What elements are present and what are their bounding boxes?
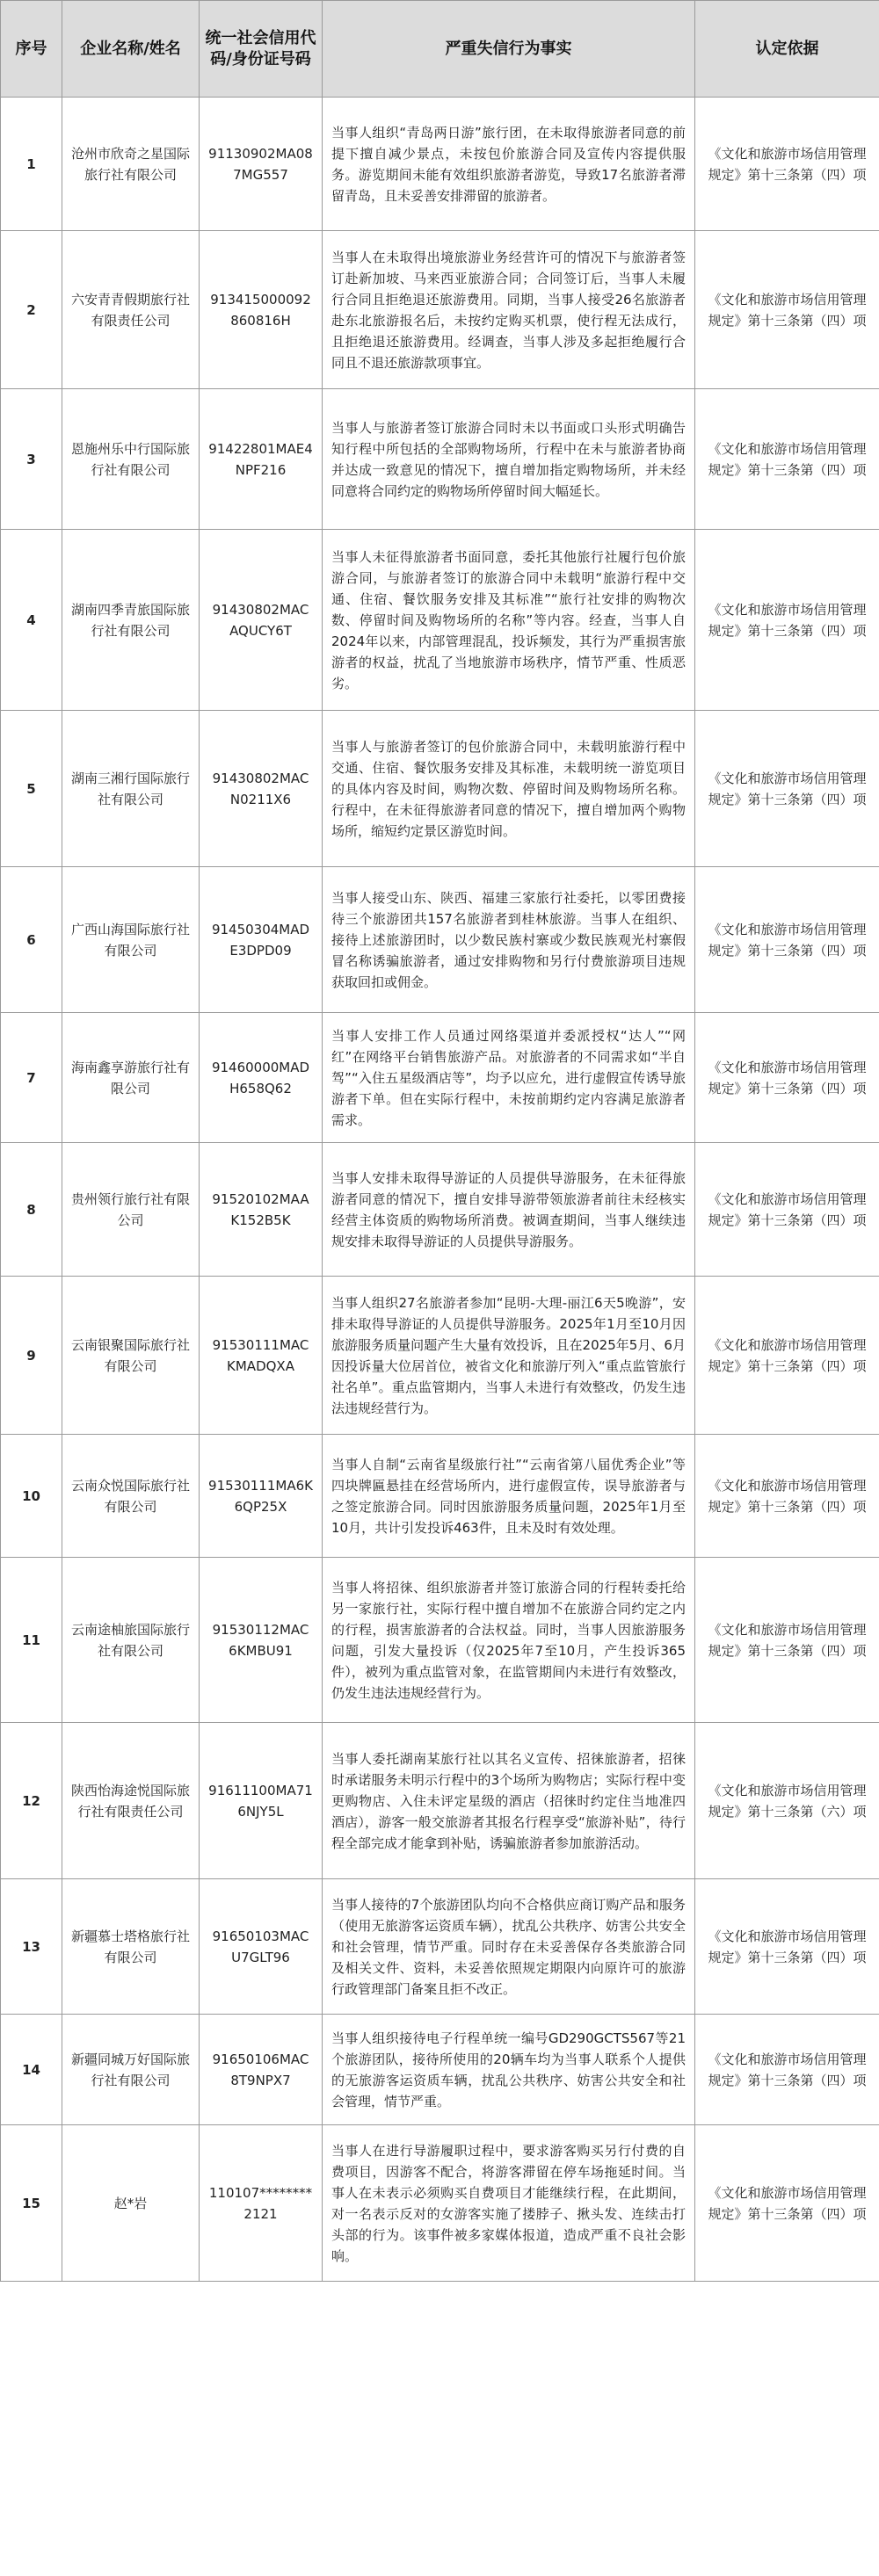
row-number: 7 <box>1 1013 62 1143</box>
violation-fact: 当事人与旅游者签订旅游合同时未以书面或口头形式明确告知行程中所包括的全部购物场所，行程中在未与旅游者协商并达成一致意见的情况下，擅自增加指定购物场所，并未经同意将合同约定的购物场所停留时间大幅延长。 <box>323 389 695 530</box>
entity-name: 云南众悦国际旅行社有限公司 <box>62 1435 200 1558</box>
row-number: 1 <box>1 98 62 231</box>
credit-code: 91530111MA6K6QP25X <box>200 1435 323 1558</box>
table-row <box>1 389 879 530</box>
credit-code: 91650106MAC8T9NPX7 <box>200 2015 323 2125</box>
legal-basis: 《文化和旅游市场信用管理规定》第十三条第（四）项 <box>695 1277 879 1435</box>
legal-basis: 《文化和旅游市场信用管理规定》第十三条第（四）项 <box>695 1143 879 1277</box>
credit-code: 91530111MACKMADQXA <box>200 1277 323 1435</box>
legal-basis: 《文化和旅游市场信用管理规定》第十三条第（四）项 <box>695 389 879 530</box>
legal-basis: 《文化和旅游市场信用管理规定》第十三条第（四）项 <box>695 2015 879 2125</box>
row-number: 10 <box>1 1435 62 1558</box>
entity-name: 恩施州乐中行国际旅行社有限公司 <box>62 389 200 530</box>
credit-code: 913415000092860816H <box>200 231 323 389</box>
header-name: 企业名称/姓名 <box>62 1 200 98</box>
entity-name: 贵州领行旅行社有限公司 <box>62 1143 200 1277</box>
entity-name: 赵*岩 <box>62 2125 200 2282</box>
violation-fact: 当事人接待的7个旅游团队均向不合格供应商订购产品和服务（使用无旅游客运资质车辆），扰乱公共秩序、妨害公共安全和社会管理，情节严重。同时存在未妥善保存各类旅游合同及相关文件、资料，未妥善依照规定期限内向原许可的旅游行政管理部门备案且拒不改正。 <box>323 1879 695 2015</box>
violation-fact: 当事人与旅游者签订的包价旅游合同中，未载明旅游行程中交通、住宿、餐饮服务安排及其标准，未载明统一游览项目的具体内容及时间，购物次数、停留时间及购物场所名称。行程中，在未征得旅游者同意的情况下，擅自增加两个购物场所，缩短约定景区游览时间。 <box>323 711 695 867</box>
table-row <box>1 98 879 231</box>
table-row <box>1 1558 879 1723</box>
violation-fact: 当事人安排未取得导游证的人员提供导游服务，在未征得旅游者同意的情况下，擅自安排导游带领旅游者前往未经核实经营主体资质的购物场所消费。被调查期间，当事人继续违规安排未取得导游证的人员提供导游服务。 <box>323 1143 695 1277</box>
violation-fact: 当事人组织“青岛两日游”旅行团，在未取得旅游者同意的前提下擅自减少景点，未按包价旅游合同及宣传内容提供服务。游览期间未能有效组织旅游者游览，导致17名旅游者滞留青岛，且未妥善安排滞留的旅游者。 <box>323 98 695 231</box>
violation-fact: 当事人委托湖南某旅行社以其名义宣传、招徕旅游者，招徕时承诺服务未明示行程中的3个场所为购物店；实际行程中变更购物店、入住未评定星级的酒店（招徕时约定住当地准四酒店），游客一般交旅游者其报名行程享受“旅游补贴”，待行程全部完成才能拿到补贴，诱骗旅游者参加旅游活动。 <box>323 1723 695 1879</box>
row-number: 13 <box>1 1879 62 2015</box>
entity-name: 新疆同城万好国际旅行社有限公司 <box>62 2015 200 2125</box>
violation-fact: 当事人自制“云南省星级旅行社”“云南省第八届优秀企业”等四块牌匾悬挂在经营场所内，进行虚假宣传，误导旅游者与之签定旅游合同。同时因旅游服务质量问题，2025年1月至10月，共计引发投诉463件，且未及时有效处理。 <box>323 1435 695 1558</box>
table-row <box>1 867 879 1013</box>
credit-code: 91611100MA716NJY5L <box>200 1723 323 1879</box>
table-row <box>1 231 879 389</box>
table-row <box>1 1879 879 2015</box>
row-number: 14 <box>1 2015 62 2125</box>
violation-fact: 当事人在未取得出境旅游业务经营许可的情况下与旅游者签订赴新加坡、马来西亚旅游合同；合同签订后，当事人未履行合同且拒绝退还旅游费用。同期，当事人接受26名旅游者赴东北旅游报名后，未按约定购买机票，使行程无法成行，且拒绝退还旅游费用。经调查，当事人涉及多起拒绝履行合同且不退还旅游款项事宜。 <box>323 231 695 389</box>
credit-code: 91450304MADE3DPD09 <box>200 867 323 1013</box>
entity-name: 湖南三湘行国际旅行社有限公司 <box>62 711 200 867</box>
table-row <box>1 2015 879 2125</box>
table-row <box>1 1143 879 1277</box>
header-basis: 认定依据 <box>695 1 879 98</box>
credit-code: 91460000MADH658Q62 <box>200 1013 323 1143</box>
entity-name: 陕西怡海途悦国际旅行社有限责任公司 <box>62 1723 200 1879</box>
table-row <box>1 1277 879 1435</box>
entity-name: 湖南四季青旅国际旅行社有限公司 <box>62 530 200 711</box>
entity-name: 沧州市欣奇之星国际旅行社有限公司 <box>62 98 200 231</box>
violation-fact: 当事人将招徕、组织旅游者并签订旅游合同的行程转委托给另一家旅行社，实际行程中擅自增加不在旅游合同约定之内的行程，损害旅游者的合法权益。同时，当事人因旅游服务问题，引发大量投诉（仅2025年7至10月，产生投诉365件），被列为重点监管对象，在监管期间内未进行有效整改，仍发生违法违规经营行为。 <box>323 1558 695 1723</box>
credit-code: 91530112MAC6KMBU91 <box>200 1558 323 1723</box>
row-number: 4 <box>1 530 62 711</box>
entity-name: 海南鑫享游旅行社有限公司 <box>62 1013 200 1143</box>
credit-code: 91422801MAE4NPF216 <box>200 389 323 530</box>
table-row <box>1 711 879 867</box>
legal-basis: 《文化和旅游市场信用管理规定》第十三条第（四）项 <box>695 1435 879 1558</box>
entity-name: 广西山海国际旅行社有限公司 <box>62 867 200 1013</box>
legal-basis: 《文化和旅游市场信用管理规定》第十三条第（四）项 <box>695 1558 879 1723</box>
violation-fact: 当事人接受山东、陕西、福建三家旅行社委托，以零团费接待三个旅游团共157名旅游者到桂林旅游。当事人在组织、接待上述旅游团时，以少数民族村寨或少数民族观光村寨假冒名称诱骗旅游者，通过安排购物和另行付费旅游项目违规获取回扣或佣金。 <box>323 867 695 1013</box>
violation-fact: 当事人安排工作人员通过网络渠道并委派授权“达人”“网红”在网络平台销售旅游产品。对旅游者的不同需求如“半自驾”“入住五星级酒店等”，均予以应允，进行虚假宣传诱导旅游者下单。但在实际行程中，未按前期约定内容满足旅游者需求。 <box>323 1013 695 1143</box>
table-row <box>1 1013 879 1143</box>
entity-name: 云南银聚国际旅行社有限公司 <box>62 1277 200 1435</box>
header-no: 序号 <box>1 1 62 98</box>
entity-name: 云南途柚旅国际旅行社有限公司 <box>62 1558 200 1723</box>
violation-fact: 当事人组织27名旅游者参加“昆明-大理-丽江6天5晚游”，安排未取得导游证的人员提供导游服务。2025年1月至10月因旅游服务质量问题产生大量有效投诉，且在2025年5月、6月因投诉量大位居首位，被省文化和旅游厅列入“重点监管旅行社名单”。重点监管期内，当事人未进行有效整改，仍发生违法违规经营行为。 <box>323 1277 695 1435</box>
row-number: 15 <box>1 2125 62 2282</box>
credit-code: 91430802MACAQUCY6T <box>200 530 323 711</box>
legal-basis: 《文化和旅游市场信用管理规定》第十三条第（四）项 <box>695 711 879 867</box>
legal-basis: 《文化和旅游市场信用管理规定》第十三条第（四）项 <box>695 867 879 1013</box>
row-number: 3 <box>1 389 62 530</box>
entity-name: 六安青青假期旅行社有限责任公司 <box>62 231 200 389</box>
credit-code: 91130902MA087MG557 <box>200 98 323 231</box>
violation-fact: 当事人未征得旅游者书面同意，委托其他旅行社履行包价旅游合同，与旅游者签订的旅游合同中未载明“旅游行程中交通、住宿、餐饮服务安排及其标准”“旅行社安排的购物次数、停留时间及购物场所的名称”等内容。经查，当事人自2024年以来，内部管理混乱，投诉频发，其行为严重损害旅游者的权益，扰乱了当地旅游市场秩序，情节严重、性质恶劣。 <box>323 530 695 711</box>
row-number: 5 <box>1 711 62 867</box>
legal-basis: 《文化和旅游市场信用管理规定》第十三条第（六）项 <box>695 1723 879 1879</box>
table-body <box>1 98 879 2282</box>
row-number: 2 <box>1 231 62 389</box>
header-row <box>1 1 879 98</box>
legal-basis: 《文化和旅游市场信用管理规定》第十三条第（四）项 <box>695 1879 879 2015</box>
row-number: 8 <box>1 1143 62 1277</box>
legal-basis: 《文化和旅游市场信用管理规定》第十三条第（四）项 <box>695 2125 879 2282</box>
credit-code: 91430802MACN0211X6 <box>200 711 323 867</box>
legal-basis: 《文化和旅游市场信用管理规定》第十三条第（四）项 <box>695 530 879 711</box>
table-row <box>1 1435 879 1558</box>
row-number: 9 <box>1 1277 62 1435</box>
entity-name: 新疆慕士塔格旅行社有限公司 <box>62 1879 200 2015</box>
legal-basis: 《文化和旅游市场信用管理规定》第十三条第（四）项 <box>695 98 879 231</box>
table-row <box>1 530 879 711</box>
header-fact: 严重失信行为事实 <box>323 1 695 98</box>
credit-code: 110107********2121 <box>200 2125 323 2282</box>
table-header <box>1 1 879 98</box>
credit-code: 91520102MAAK152B5K <box>200 1143 323 1277</box>
row-number: 6 <box>1 867 62 1013</box>
row-number: 12 <box>1 1723 62 1879</box>
credit-code: 91650103MACU7GLT96 <box>200 1879 323 2015</box>
violation-fact: 当事人组织接待电子行程单统一编号GD290GCTS567等21个旅游团队，接待所使用的20辆车均为当事人联系个人提供的无旅游客运资质车辆，扰乱公共秩序、妨害公共安全和社会管理，情节严重。 <box>323 2015 695 2125</box>
table-row <box>1 2125 879 2282</box>
violation-fact: 当事人在进行导游履职过程中，要求游客购买另行付费的自费项目，因游客不配合，将游客滞留在停车场拖延时间。当事人在未表示必须购买自费项目才能继续行程，在此期间，对一名表示反对的女游客实施了搂脖子、揪头发、连续击打头部的行为。该事件被多家媒体报道，造成严重不良社会影响。 <box>323 2125 695 2282</box>
header-code: 统一社会信用代码/身份证号码 <box>200 1 323 98</box>
table-row <box>1 1723 879 1879</box>
legal-basis: 《文化和旅游市场信用管理规定》第十三条第（四）项 <box>695 231 879 389</box>
legal-basis: 《文化和旅游市场信用管理规定》第十三条第（四）项 <box>695 1013 879 1143</box>
row-number: 11 <box>1 1558 62 1723</box>
